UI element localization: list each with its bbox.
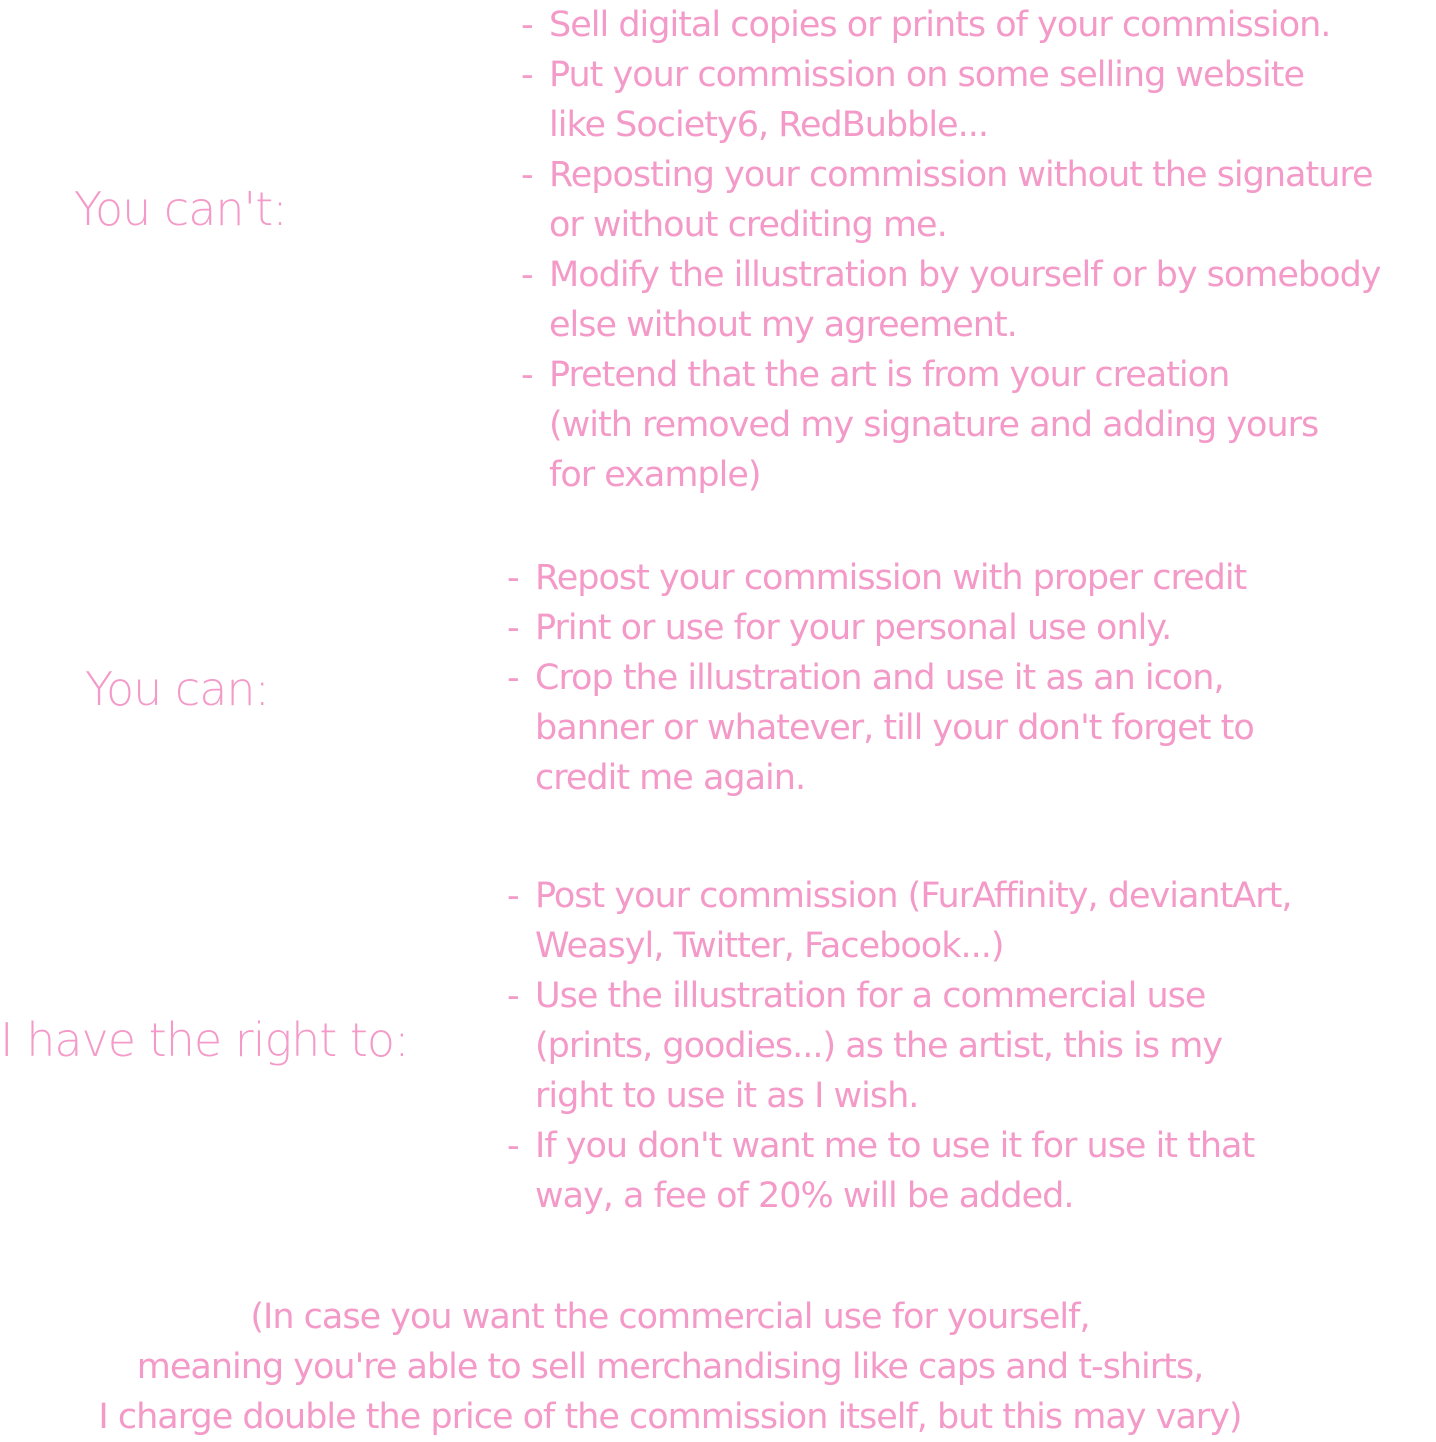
- list-item: - Crop the illustration and use it as an icon, banner or whatever, till your don't forget to credit me again.: [507, 653, 1254, 803]
- list-item: - Modify the illustration by yourself or by somebody else without my agreement.: [521, 250, 1381, 350]
- list-item: - Repost your commission with proper credit: [507, 553, 1254, 603]
- list-item: - If you don't want me to use it for use it that way, a fee of 20% will be added.: [507, 1121, 1292, 1221]
- heading-you-cant: You can't:: [74, 182, 287, 236]
- list-you-cant: [521, 0, 1381, 500]
- list-item: - Put your commission on some selling website like Society6, RedBubble...: [521, 50, 1381, 150]
- footer-note: (In case you want the commercial use for yourself, meaning you're able to sell merchandising like caps and t-shirts, I charge double the price of the commission itself, but this may vary): [98, 1297, 1242, 1437]
- list-item: - Pretend that the art is from your creation (with removed my signature and adding yours for example): [521, 350, 1381, 500]
- list-you-can: [507, 553, 1254, 803]
- list-item: - Use the illustration for a commercial use (prints, goodies...) as the artist, this is my right to use it as I wish.: [507, 971, 1292, 1121]
- list-item: - Post your commission (FurAffinity, deviantArt, Weasyl, Twitter, Facebook...): [507, 871, 1292, 971]
- list-item: - Sell digital copies or prints of your commission.: [521, 0, 1381, 50]
- list-item: - Reposting your commission without the signature or without crediting me.: [521, 150, 1381, 250]
- list-i-have-the-right-to: [507, 871, 1292, 1221]
- heading-i-have-the-right-to: I have the right to:: [0, 1013, 409, 1067]
- heading-you-can: You can:: [85, 662, 270, 716]
- list-item: - Print or use for your personal use only.: [507, 603, 1254, 653]
